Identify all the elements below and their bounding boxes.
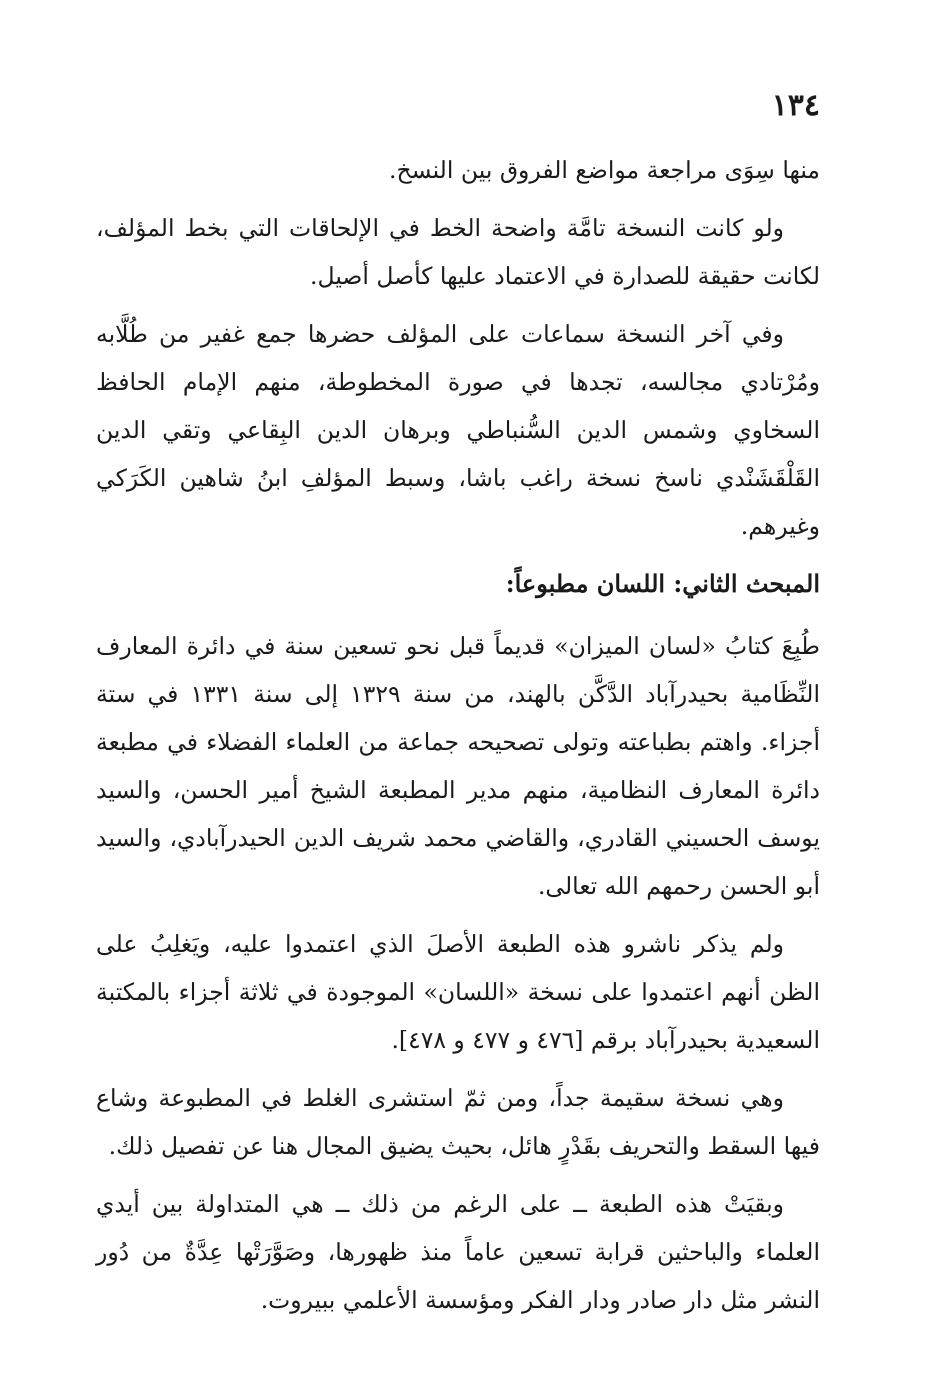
- paragraph-manuscript-completeness: ولو كانت النسخة تامَّة واضحة الخط في الإلحاقات التي بخط المؤلف، لكانت حقيقة للصدارة في الاعتماد عليها كأصل أصيل.: [96, 214, 820, 290]
- paragraph-edition-errors: وهي نسخة سقيمة جداً، ومن ثمّ استشرى الغلط في المطبوعة وشاع فيها السقط والتحريف بقَدْرٍ هائل، بحيث يضيق المجال هنا عن تفصيل ذلك.: [96, 1084, 820, 1160]
- paragraph-edition-circulation: وبقيَتْ هذه الطبعة ــ على الرغم من ذلك ــ هي المتداولة بين أيدي العلماء والباحثين قرابة تسعين عاماً منذ ظهورها، وصَوَّرَتْها عِدَّةٌ من دُور النشر مثل دار صادر ودار الفكر ومؤسسة الأعلمي ببيروت.: [96, 1190, 820, 1314]
- page-number: ١٣٤: [771, 88, 820, 123]
- section-heading: المبحث الثاني: اللسان مطبوعاً:: [505, 569, 820, 598]
- paragraph-source-manuscript: ولم يذكر ناشرو هذه الطبعة الأصلَ الذي اعتمدوا عليه، ويَغلِبُ على الظن أنهم اعتمدوا على نسخة «اللسان» الموجودة في ثلاثة أجزاء بالمكتبة السعيدية بحيدرآباد برقم [٤٧٦ و ٤٧٧ و ٤٧٨].: [96, 930, 820, 1054]
- paragraph-first-printing: طُبِعَ كتابُ «لسان الميزان» قديماً قبل نحو تسعين سنة في دائرة المعارف النِّظَامية بحيدرآباد الدَّكَّن بالهند، من سنة ١٣٢٩ إلى سنة ١٣٣١ في ستة أجزاء. واهتم بطباعته وتولى تصحيحه جماعة من العلماء الفضلاء في مطبعة دائرة المعارف النظامية، منهم مدير المطبعة الشيخ أمير الحسن، والسيد يوسف الحسيني القادري، والقاضي محمد شريف الدين الحيدرآبادي، والسيد أبو الحسن رحمهم الله تعالى.: [96, 632, 820, 900]
- page-body: [96, 146, 820, 1334]
- paragraph-manuscript-audits: وفي آخر النسخة سماعات على المؤلف حضرها جمع غفير من طُلَّابه ومُرْتادي مجالسه، تجدها في صورة المخطوطة، منهم الإمام الحافظ السخاوي وشمس الدين السُّنباطي وبرهان الدين البِقاعي وتقي الدين القَلْقَشَنْدي ناسخ نسخة راغب باشا، وسبط المؤلفِ ابنُ شاهين الكَرَكي وغيرهم.: [96, 320, 820, 540]
- paragraph-continuation: منها سِوَى مراجعة مواضع الفروق بين النسخ.: [388, 156, 820, 184]
